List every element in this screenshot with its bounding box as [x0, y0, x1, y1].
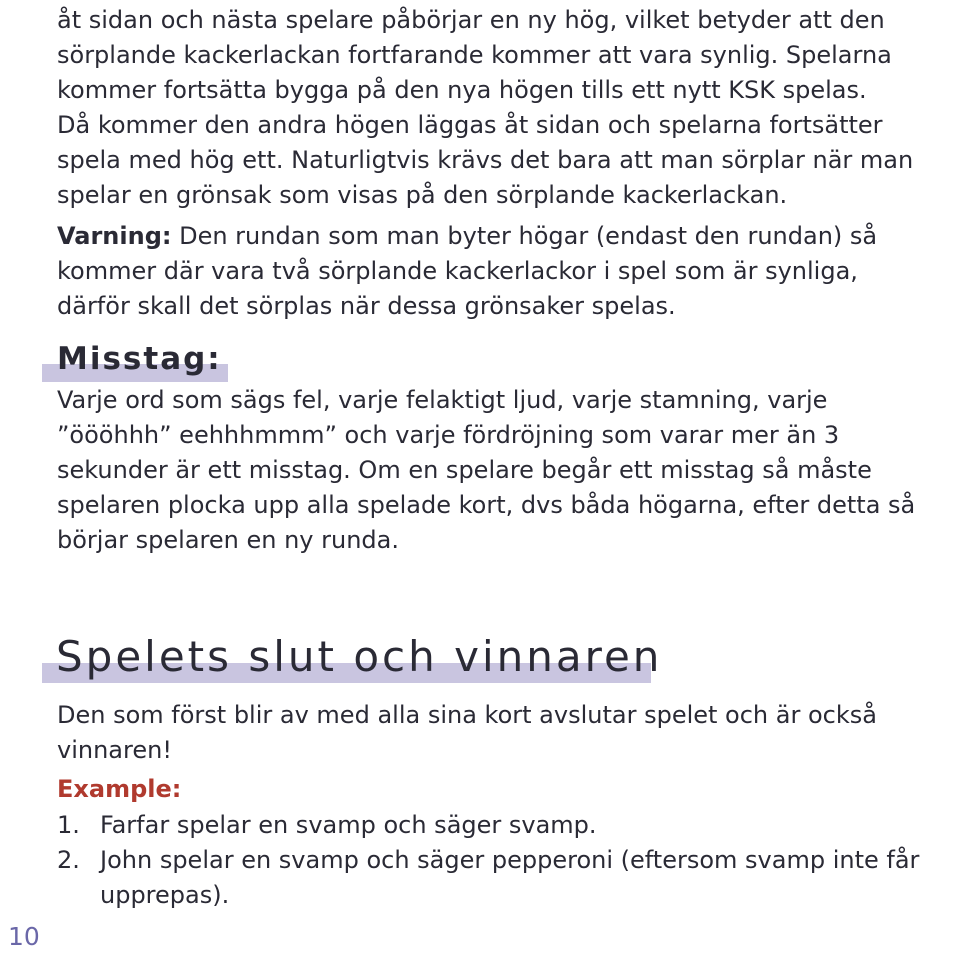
misstag-heading: Misstag:	[57, 341, 222, 377]
example-label: Example:	[57, 775, 182, 803]
misstag-heading-block	[42, 337, 222, 381]
warning-text: Den rundan som man byter högar (endast den rundan) så	[171, 222, 878, 250]
intro-line: Då kommer den andra högen läggas åt sidan och spelarna fortsätter	[57, 111, 883, 139]
list-item-number: 1.	[57, 811, 80, 839]
list-item-text: Farfar spelar en svamp och säger svamp.	[100, 811, 597, 839]
misstag-paragraph	[57, 383, 957, 558]
end-section-line: Den som först blir av med alla sina kort avslutar spelet och är också	[57, 701, 877, 729]
page-number: 10	[8, 922, 40, 951]
end-section-heading-block	[42, 628, 662, 686]
list-item	[57, 843, 957, 913]
warning-line: kommer där vara två sörplande kackerlackor i spel som är synliga,	[57, 257, 858, 285]
end-section-heading: Spelets slut och vinnaren	[56, 632, 663, 681]
intro-line: spela med hög ett. Naturligtvis krävs det bara att man sörplar när man	[57, 146, 914, 174]
list-item-number: 2.	[57, 846, 80, 874]
misstag-line: börjar spelaren en ny runda.	[57, 526, 399, 554]
list-item-text: upprepas).	[100, 881, 230, 909]
warning-label: Varning:	[57, 222, 172, 250]
example-list	[57, 808, 957, 913]
intro-line: spelar en grönsak som visas på den sörplande kackerlackan.	[57, 181, 788, 209]
intro-line: sörplande kackerlackan fortfarande kommer att vara synlig. Spelarna	[57, 41, 892, 69]
list-item	[57, 808, 957, 843]
misstag-line: Varje ord som sägs fel, varje felaktigt ljud, varje stamning, varje	[57, 386, 828, 414]
misstag-line: sekunder är ett misstag. Om en spelare begår ett misstag så måste	[57, 456, 872, 484]
intro-paragraph	[57, 3, 957, 213]
intro-line: åt sidan och nästa spelare påbörjar en ny hög, vilket betyder att den	[57, 6, 885, 34]
list-item-text: John spelar en svamp och säger pepperoni (eftersom svamp inte får	[100, 846, 920, 874]
end-section-paragraph	[57, 698, 957, 768]
warning-line: därför skall det sörplas när dessa grönsaker spelas.	[57, 292, 676, 320]
misstag-line: spelaren plocka upp alla spelade kort, dvs båda högarna, efter detta så	[57, 491, 916, 519]
warning-first-line	[57, 219, 957, 254]
warning-paragraph	[57, 219, 957, 324]
misstag-line: ”öööhhh” eehhhmmm” och varje fördröjning som varar mer än 3	[57, 421, 840, 449]
intro-line: kommer fortsätta bygga på den nya högen tills ett nytt KSK spelas.	[57, 76, 867, 104]
end-section-line: vinnaren!	[57, 736, 172, 764]
